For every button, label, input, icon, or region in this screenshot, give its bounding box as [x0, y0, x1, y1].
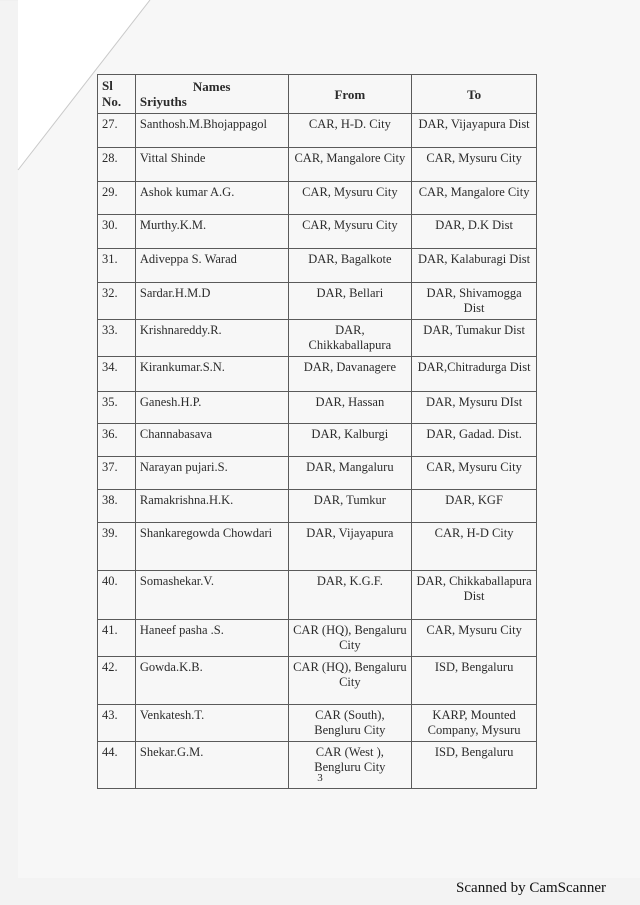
cell-sl: 44.	[98, 742, 136, 789]
cell-name: Ashok kumar A.G.	[135, 182, 288, 215]
cell-name: Santhosh.M.Bhojappagol	[135, 114, 288, 148]
header-sl-no	[98, 75, 136, 114]
header-names-line1: Names	[192, 79, 231, 94]
cell-from: DAR, Bagalkote	[288, 249, 412, 283]
table-row	[98, 620, 537, 657]
table-row	[98, 657, 537, 705]
cell-from: DAR, Kalburgi	[288, 424, 412, 457]
cell-name: Ganesh.H.P.	[135, 392, 288, 424]
table-row	[98, 490, 537, 523]
cell-from: CAR, Mysuru City	[288, 182, 412, 215]
cell-from: DAR, Davanagere	[288, 357, 412, 392]
cell-from: DAR, Tumkur	[288, 490, 412, 523]
table-row	[98, 523, 537, 571]
cell-to: DAR, D.K Dist	[412, 215, 537, 249]
cell-from: DAR, Bellari	[288, 283, 412, 320]
header-from: From	[288, 75, 412, 114]
cell-to: CAR, Mangalore City	[412, 182, 537, 215]
table-row	[98, 357, 537, 392]
cell-to: ISD, Bengaluru	[412, 657, 537, 705]
table-row	[98, 424, 537, 457]
table-row	[98, 571, 537, 620]
cell-to: DAR, Kalaburagi Dist	[412, 249, 537, 283]
table-row	[98, 114, 537, 148]
cell-sl: 30.	[98, 215, 136, 249]
cell-to: CAR, Mysuru City	[412, 620, 537, 657]
cell-from: DAR, Mangaluru	[288, 457, 412, 490]
cell-sl: 29.	[98, 182, 136, 215]
cell-sl: 43.	[98, 705, 136, 742]
cell-name: Kirankumar.S.N.	[135, 357, 288, 392]
cell-sl: 31.	[98, 249, 136, 283]
cell-from: CAR (West ), Bengluru City	[288, 742, 412, 789]
cell-from: CAR, Mangalore City	[288, 148, 412, 182]
cell-name: Adiveppa S. Warad	[135, 249, 288, 283]
cell-sl: 33.	[98, 320, 136, 357]
table-row	[98, 283, 537, 320]
cell-sl: 34.	[98, 357, 136, 392]
cell-name: Vittal Shinde	[135, 148, 288, 182]
header-sl-line2: No.	[102, 94, 122, 109]
cell-to: DAR, Mysuru DIst	[412, 392, 537, 424]
cell-from: CAR (HQ), Bengaluru City	[288, 657, 412, 705]
cell-to: KARP, Mounted Company, Mysuru	[412, 705, 537, 742]
cell-from: DAR, Chikkaballapura	[288, 320, 412, 357]
cell-sl: 41.	[98, 620, 136, 657]
cell-name: Somashekar.V.	[135, 571, 288, 620]
cell-from: CAR (South), Bengluru City	[288, 705, 412, 742]
cell-sl: 42.	[98, 657, 136, 705]
cell-name: Venkatesh.T.	[135, 705, 288, 742]
transfer-table	[97, 74, 537, 789]
table-row	[98, 705, 537, 742]
camscanner-watermark: Scanned by CamScanner	[456, 880, 606, 896]
cell-sl: 39.	[98, 523, 136, 571]
cell-sl: 28.	[98, 148, 136, 182]
cell-from: DAR, Hassan	[288, 392, 412, 424]
cell-name: Shankaregowda Chowdari	[135, 523, 288, 571]
cell-sl: 37.	[98, 457, 136, 490]
header-sl-line1: Sl	[102, 78, 113, 93]
table-row	[98, 320, 537, 357]
cell-name: Narayan pujari.S.	[135, 457, 288, 490]
cell-to: DAR, Tumakur Dist	[412, 320, 537, 357]
cell-to: DAR, Shivamogga Dist	[412, 283, 537, 320]
cell-sl: 27.	[98, 114, 136, 148]
cell-from: CAR, H-D. City	[288, 114, 412, 148]
table-header-row	[98, 75, 537, 114]
cell-name: Gowda.K.B.	[135, 657, 288, 705]
table-row	[98, 392, 537, 424]
cell-to: DAR, Gadad. Dist.	[412, 424, 537, 457]
cell-from: DAR, Vijayapura	[288, 523, 412, 571]
cell-to: DAR, Vijayapura Dist	[412, 114, 537, 148]
cell-name: Sardar.H.M.D	[135, 283, 288, 320]
cell-name: Shekar.G.M.	[135, 742, 288, 789]
cell-to: CAR, H-D City	[412, 523, 537, 571]
header-names	[135, 75, 288, 114]
cell-to: DAR,Chitradurga Dist	[412, 357, 537, 392]
cell-name: Channabasava	[135, 424, 288, 457]
page-number: 3	[317, 772, 323, 784]
cell-name: Krishnareddy.R.	[135, 320, 288, 357]
cell-to: CAR, Mysuru City	[412, 148, 537, 182]
cell-sl: 38.	[98, 490, 136, 523]
table-row	[98, 148, 537, 182]
cell-to: DAR, Chikkaballapura Dist	[412, 571, 537, 620]
cell-name: Murthy.K.M.	[135, 215, 288, 249]
cell-from: CAR, Mysuru City	[288, 215, 412, 249]
cell-to: ISD, Bengaluru	[412, 742, 537, 789]
cell-sl: 32.	[98, 283, 136, 320]
cell-to: CAR, Mysuru City	[412, 457, 537, 490]
cell-sl: 40.	[98, 571, 136, 620]
cell-to: DAR, KGF	[412, 490, 537, 523]
cell-from: CAR (HQ), Bengaluru City	[288, 620, 412, 657]
table-row	[98, 215, 537, 249]
table-row	[98, 182, 537, 215]
table-row	[98, 457, 537, 490]
cell-name: Haneef pasha .S.	[135, 620, 288, 657]
cell-sl: 36.	[98, 424, 136, 457]
header-to: To	[412, 75, 537, 114]
cell-from: DAR, K.G.F.	[288, 571, 412, 620]
header-names-line2: Sriyuths	[139, 94, 187, 109]
table-row	[98, 249, 537, 283]
cell-name: Ramakrishna.H.K.	[135, 490, 288, 523]
cell-sl: 35.	[98, 392, 136, 424]
